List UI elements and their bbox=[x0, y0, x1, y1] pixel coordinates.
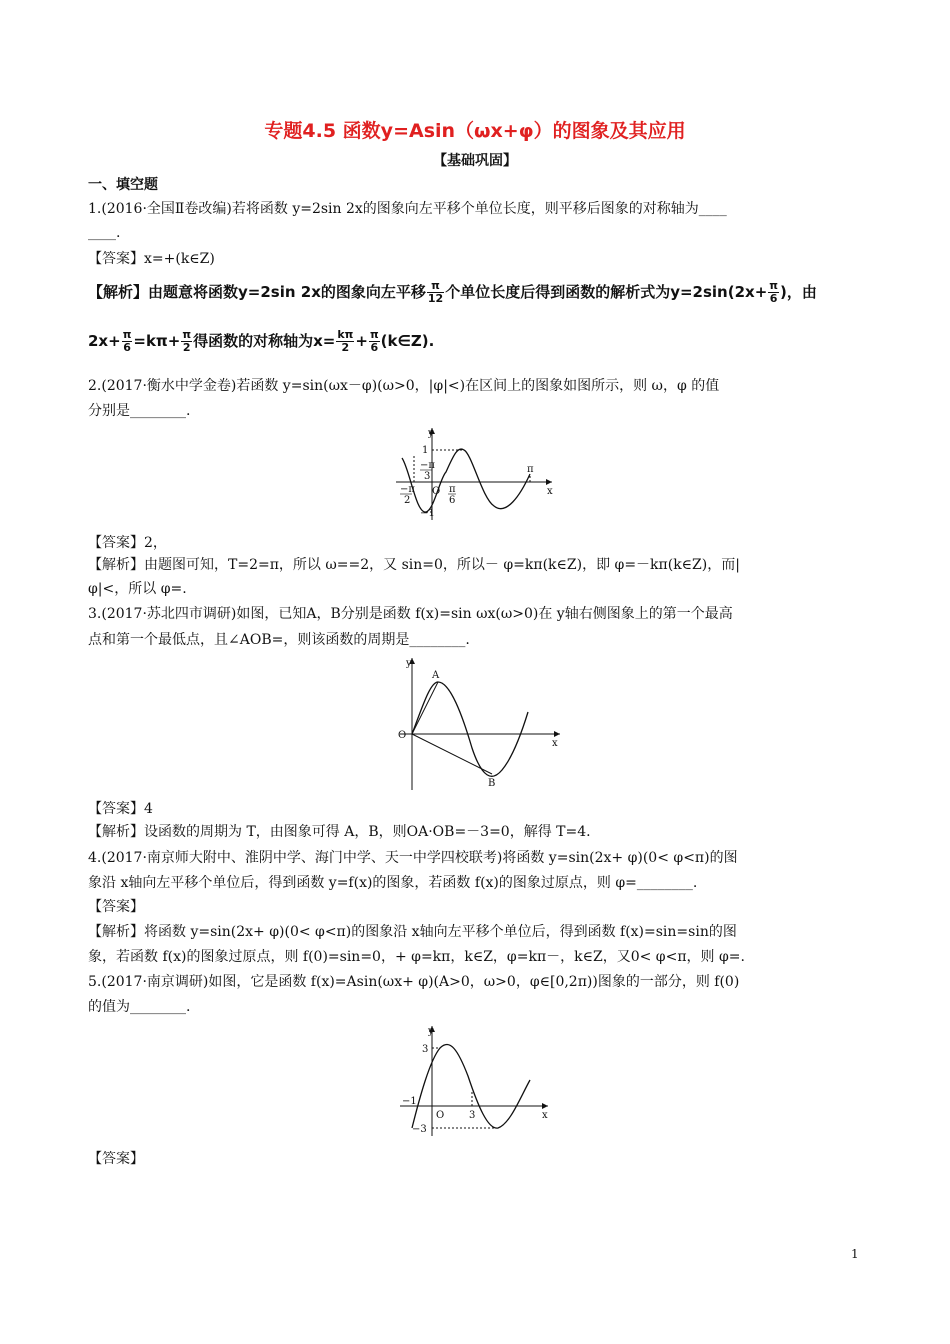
tick-label: 6 bbox=[449, 495, 456, 506]
q5-answer: 【答案】 bbox=[88, 1151, 144, 1167]
q5-text-line1: 5.(2017·南京调研)如图，它是函数 f(x)=Asin(ωx+ φ)(A>0，ω>0，φ∈[0,2π))图象的一部分，则 f(0) bbox=[88, 974, 740, 990]
page-number: 1 bbox=[851, 1247, 859, 1261]
y-axis-label: y bbox=[428, 1026, 434, 1037]
point-b-label: B bbox=[488, 778, 496, 789]
tick-label: 2 bbox=[404, 495, 411, 506]
q4-text-line2: 象沿 x轴向左平移个单位后，得到函数 y=f(x)的图象，若函数 f(x)的图象过原点，则 φ=________. bbox=[88, 875, 698, 891]
x-axis-arrow bbox=[546, 479, 552, 485]
q2-solution-line1: 【解析】由题图可知，T=2=π，所以 ω==2，又 sin=0，所以－ φ=kπ(k∈Z)，即 φ=－kπ(k∈Z)，而| bbox=[88, 557, 740, 573]
fraction: $\frac{\pi}{2}$ bbox=[182, 328, 192, 354]
fraction: $\frac{k\pi}{2}$ bbox=[337, 328, 354, 354]
tick-label: −1 bbox=[420, 508, 435, 519]
tick-label: −1 bbox=[402, 1096, 417, 1107]
fraction: $\frac{\pi}{12}$ bbox=[427, 279, 444, 305]
section-subtitle: 【基础巩固】 bbox=[433, 153, 517, 169]
q4-solution-line1: 【解析】将函数 y=sin(2x+ φ)(0< φ<π)的图象沿 x轴向左平移个单位后，得到函数 f(x)=sin=sin的图 bbox=[88, 924, 737, 940]
x-axis-label: x bbox=[552, 738, 558, 749]
tick-label: π bbox=[449, 484, 456, 495]
q1-answer: 【答案】x=+(k∈Z) bbox=[88, 251, 215, 267]
q3-sine-graph bbox=[392, 652, 567, 792]
q2-text-line2: 分别是________. bbox=[88, 403, 191, 419]
q5-sine-graph bbox=[392, 1020, 562, 1140]
q1-text-line2: ____. bbox=[88, 225, 121, 241]
q2-text-line1: 2.(2017·衡水中学金卷)若函数 y=sin(ωx－φ)(ω>0，|φ|<)在区间上的图象如图所示，则 ω，φ 的值 bbox=[88, 378, 720, 394]
q1-text-line1: 1.(2016·全国Ⅱ卷改编)若将函数 y=2sin 2x的图象向左平移个单位长度，则平移后图象的对称轴为____ bbox=[88, 201, 727, 217]
x-axis-label: x bbox=[547, 486, 553, 497]
q3-answer: 【答案】4 bbox=[88, 801, 153, 817]
y-axis-label: y bbox=[406, 658, 412, 669]
q2-answer: 【答案】2， bbox=[88, 535, 167, 551]
tick-label: 3 bbox=[469, 1110, 476, 1121]
section-heading: 一、填空题 bbox=[88, 177, 158, 193]
sine-curve bbox=[412, 682, 528, 776]
x-axis-arrow bbox=[542, 1103, 548, 1109]
q5-text-line2: 的值为________. bbox=[88, 999, 191, 1015]
q1-solution-line1: 【解析】由题意将函数y=2sin 2x的图象向左平移 $\frac{\pi}{12}$ 个单位长度后得到函数的解析式为y=2sin(2x+ $\frac{\pi}{6}$ )，由 bbox=[88, 279, 817, 305]
x-axis-label: x bbox=[542, 1110, 548, 1121]
q4-solution-line2: 象，若函数 f(x)的图象过原点，则 f(0)=sin=0，+ φ=kπ，k∈Z，φ=kπ－，k∈Z，又0< φ<π，则 φ=. bbox=[88, 949, 745, 965]
fraction: $\frac{\pi}{6}$ bbox=[122, 328, 132, 354]
tick-label: 3 bbox=[424, 471, 431, 482]
tick-label: 1 bbox=[422, 445, 429, 456]
page-title: 专题4.5 函数y=Asin（ωx+φ）的图象及其应用 bbox=[264, 120, 686, 142]
q2-solution-line2: φ|<，所以 φ=. bbox=[88, 581, 187, 597]
y-axis-label: y bbox=[428, 428, 434, 439]
fraction: $\frac{\pi}{6}$ bbox=[769, 279, 778, 305]
segment-ob bbox=[412, 734, 492, 774]
q1-solution-line2: 2x+ $\frac{\pi}{6}$ =kπ+ $\frac{\pi}{2}$ 得函数的对称轴为x= $\frac{k\pi}{2}$ + $\frac{\pi}{6}$ (k∈Z). bbox=[88, 328, 435, 354]
tick-label: −3 bbox=[412, 1124, 427, 1135]
q2-sine-graph bbox=[392, 424, 562, 524]
origin-label: O bbox=[398, 730, 407, 741]
sine-curve bbox=[402, 449, 530, 512]
tick-label: −π bbox=[400, 484, 415, 495]
segment-oa bbox=[412, 682, 438, 734]
q3-text-line1: 3.(2017·苏北四市调研)如图，已知A，B分别是函数 f(x)=sin ωx(ω>0)在 y轴右侧图象上的第一个最高 bbox=[88, 606, 733, 622]
q4-answer: 【答案】 bbox=[88, 899, 144, 915]
q4-text-line1: 4.(2017·南京师大附中、淮阴中学、海门中学、天一中学四校联考)将函数 y=sin(2x+ φ)(0< φ<π)的图 bbox=[88, 850, 738, 866]
q3-text-line2: 点和第一个最低点，且∠AOB=，则该函数的周期是________. bbox=[88, 632, 470, 648]
tick-label: 3 bbox=[422, 1044, 429, 1055]
origin-label: O bbox=[432, 486, 441, 497]
fraction: $\frac{\pi}{6}$ bbox=[369, 328, 379, 354]
point-a-label: A bbox=[432, 670, 440, 681]
tick-label: π bbox=[527, 464, 534, 475]
tick-label: −π bbox=[420, 460, 435, 471]
x-axis-arrow bbox=[554, 731, 560, 737]
q3-solution: 【解析】设函数的周期为 T，由图象可得 A，B，则OA·OB=－3=0，解得 T=4. bbox=[88, 824, 591, 840]
origin-label: O bbox=[436, 1110, 445, 1121]
